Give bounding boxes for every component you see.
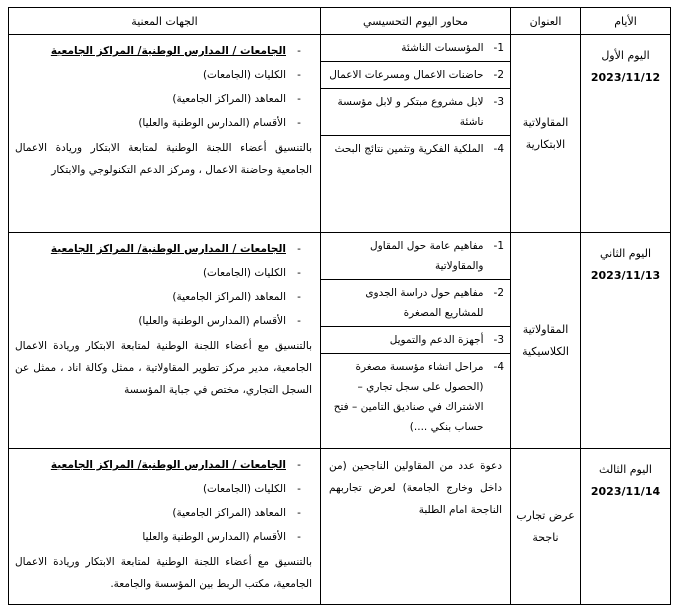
axis-item xyxy=(321,280,510,327)
axis-number: 2- xyxy=(493,69,504,81)
axes-cell xyxy=(321,35,511,233)
party-line xyxy=(15,111,312,135)
dash: - xyxy=(297,507,301,519)
day-cell xyxy=(581,35,671,233)
axis-number: 3- xyxy=(493,334,504,346)
party-text: الكليات (الجامعات) xyxy=(202,69,286,81)
dash: - xyxy=(297,267,301,279)
axis-item xyxy=(321,327,510,354)
day-date: 2023/11/14 xyxy=(590,485,661,498)
header-axes: محاور اليوم التحسيسي xyxy=(321,8,511,35)
axis-item xyxy=(321,35,510,62)
day-name: اليوم الثاني xyxy=(599,247,652,260)
dash: - xyxy=(297,315,301,327)
axis-item xyxy=(321,89,510,136)
axes-cell xyxy=(321,449,511,605)
parties-cell xyxy=(9,449,321,605)
axis-item xyxy=(321,136,510,162)
coordination-note: بالتنسيق مع أعضاء اللجنة الوطنية لمتابعة الابتكار وريادة الاعمال الجامعية، مدير مركز تطوير المقاولاتية ، ممثل وكالة اناد ، ممثل عن السجل التجاري، مختص في جباية المؤسسة xyxy=(15,340,312,396)
axis-item xyxy=(321,233,510,280)
party-text: الأقسام (المدارس الوطنية والعليا) xyxy=(138,315,286,327)
axis-item xyxy=(321,354,510,440)
party-text: المعاهد (المراكز الجامعية) xyxy=(172,291,286,303)
axis-number: 1- xyxy=(493,240,504,252)
dash: - xyxy=(297,69,301,81)
axis-text: مراحل انشاء مؤسسة مصغرة (الحصول على سجل تجاري – الاشتراك في صناديق التامين – فتح حساب بنكي ....) xyxy=(333,361,484,433)
parties-cell xyxy=(9,35,321,233)
party-line xyxy=(15,261,312,285)
day-cell xyxy=(581,233,671,449)
day-date: 2023/11/12 xyxy=(590,71,661,84)
party-text: المعاهد (المراكز الجامعية) xyxy=(172,507,286,519)
day-name: اليوم الثالث xyxy=(599,463,652,476)
axis-text: مفاهيم حول دراسة الجدوى للمشاريع المصغرة xyxy=(365,287,484,319)
header-days: الأيام xyxy=(581,8,671,35)
axis-text: الملكية الفكرية وتثمين نتائج البحث xyxy=(334,143,484,155)
axis-text: حاضنات الاعمال ومسرعات الاعمال xyxy=(329,69,484,81)
party-line xyxy=(15,501,312,525)
day-date: 2023/11/13 xyxy=(590,269,661,282)
header-row xyxy=(9,8,671,35)
day-row-2 xyxy=(9,233,671,449)
axis-description: دعوة عدد من المقاولين الناجحين (من داخل وخارج الجامعة) لعرض تجاربهم الناجحة امام الطلبة xyxy=(329,460,502,516)
header-title: العنوان xyxy=(511,8,581,35)
axis-item xyxy=(321,62,510,89)
parties-head-line xyxy=(15,453,312,477)
party-line xyxy=(15,63,312,87)
coordination-note: بالتنسيق أعضاء اللجنة الوطنية لمتابعة الابتكار وريادة الاعمال الجامعية وحاضنة الاعمال ، ومركز الدعم التكنولوجي والابتكار xyxy=(15,142,312,176)
axis-number: 4- xyxy=(493,143,504,155)
party-text: الكليات (الجامعات) xyxy=(202,267,286,279)
parties-head: الجامعات / المدارس الوطنية/ المراكز الجامعية xyxy=(50,45,286,57)
axis-text: أجهزة الدعم والتمويل xyxy=(389,334,484,346)
party-text: المعاهد (المراكز الجامعية) xyxy=(172,93,286,105)
party-text: الأقسام (المدارس الوطنية والعليا) xyxy=(138,117,286,129)
day-cell xyxy=(581,449,671,605)
dash: - xyxy=(297,243,301,255)
dash: - xyxy=(297,93,301,105)
axis-number: 2- xyxy=(493,287,504,299)
dash: - xyxy=(297,291,301,303)
dash: - xyxy=(297,531,301,543)
party-line xyxy=(15,525,312,549)
axis-number: 3- xyxy=(493,96,504,108)
dash: - xyxy=(297,483,301,495)
party-line xyxy=(15,87,312,111)
parties-head: الجامعات / المدارس الوطنية/ المراكز الجامعية xyxy=(50,243,286,255)
parties-head-line xyxy=(15,39,312,63)
day-row-1 xyxy=(9,35,671,233)
day-title: المقاولاتية الابتكارية xyxy=(511,35,581,233)
axis-text: مفاهيم عامة حول المقاول والمقاولاتية xyxy=(370,240,484,272)
day-title: المقاولاتية الكلاسيكية xyxy=(511,233,581,449)
axis-number: 1- xyxy=(493,42,504,54)
day-row-3 xyxy=(9,449,671,605)
coordination-note: بالتنسيق مع أعضاء اللجنة الوطنية لمتابعة الابتكار وريادة الاعمال الجامعية، مكتب الربط بين المؤسسة والجامعة. xyxy=(15,556,312,590)
axes-cell xyxy=(321,233,511,449)
axis-text: المؤسسات الناشئة xyxy=(401,42,484,54)
parties-head-line xyxy=(15,237,312,261)
dash: - xyxy=(297,45,301,57)
party-text: الأقسام (المدارس الوطنية والعليا xyxy=(142,531,286,543)
parties-head: الجامعات / المدارس الوطنية/ المراكز الجامعية xyxy=(50,459,286,471)
axis-text: لابل مشروع مبتكر و لابل مؤسسة ناشئة xyxy=(337,96,484,128)
header-parties: الجهات المعنية xyxy=(9,8,321,35)
axis-number: 4- xyxy=(493,361,504,373)
dash: - xyxy=(297,459,301,471)
day-title: عرض تجارب ناجحة xyxy=(511,449,581,605)
party-text: الكليات (الجامعات) xyxy=(202,483,286,495)
party-line xyxy=(15,309,312,333)
parties-cell xyxy=(9,233,321,449)
party-line xyxy=(15,477,312,501)
day-name: اليوم الأول xyxy=(601,49,650,62)
dash: - xyxy=(297,117,301,129)
party-line xyxy=(15,285,312,309)
schedule-table xyxy=(8,7,671,605)
